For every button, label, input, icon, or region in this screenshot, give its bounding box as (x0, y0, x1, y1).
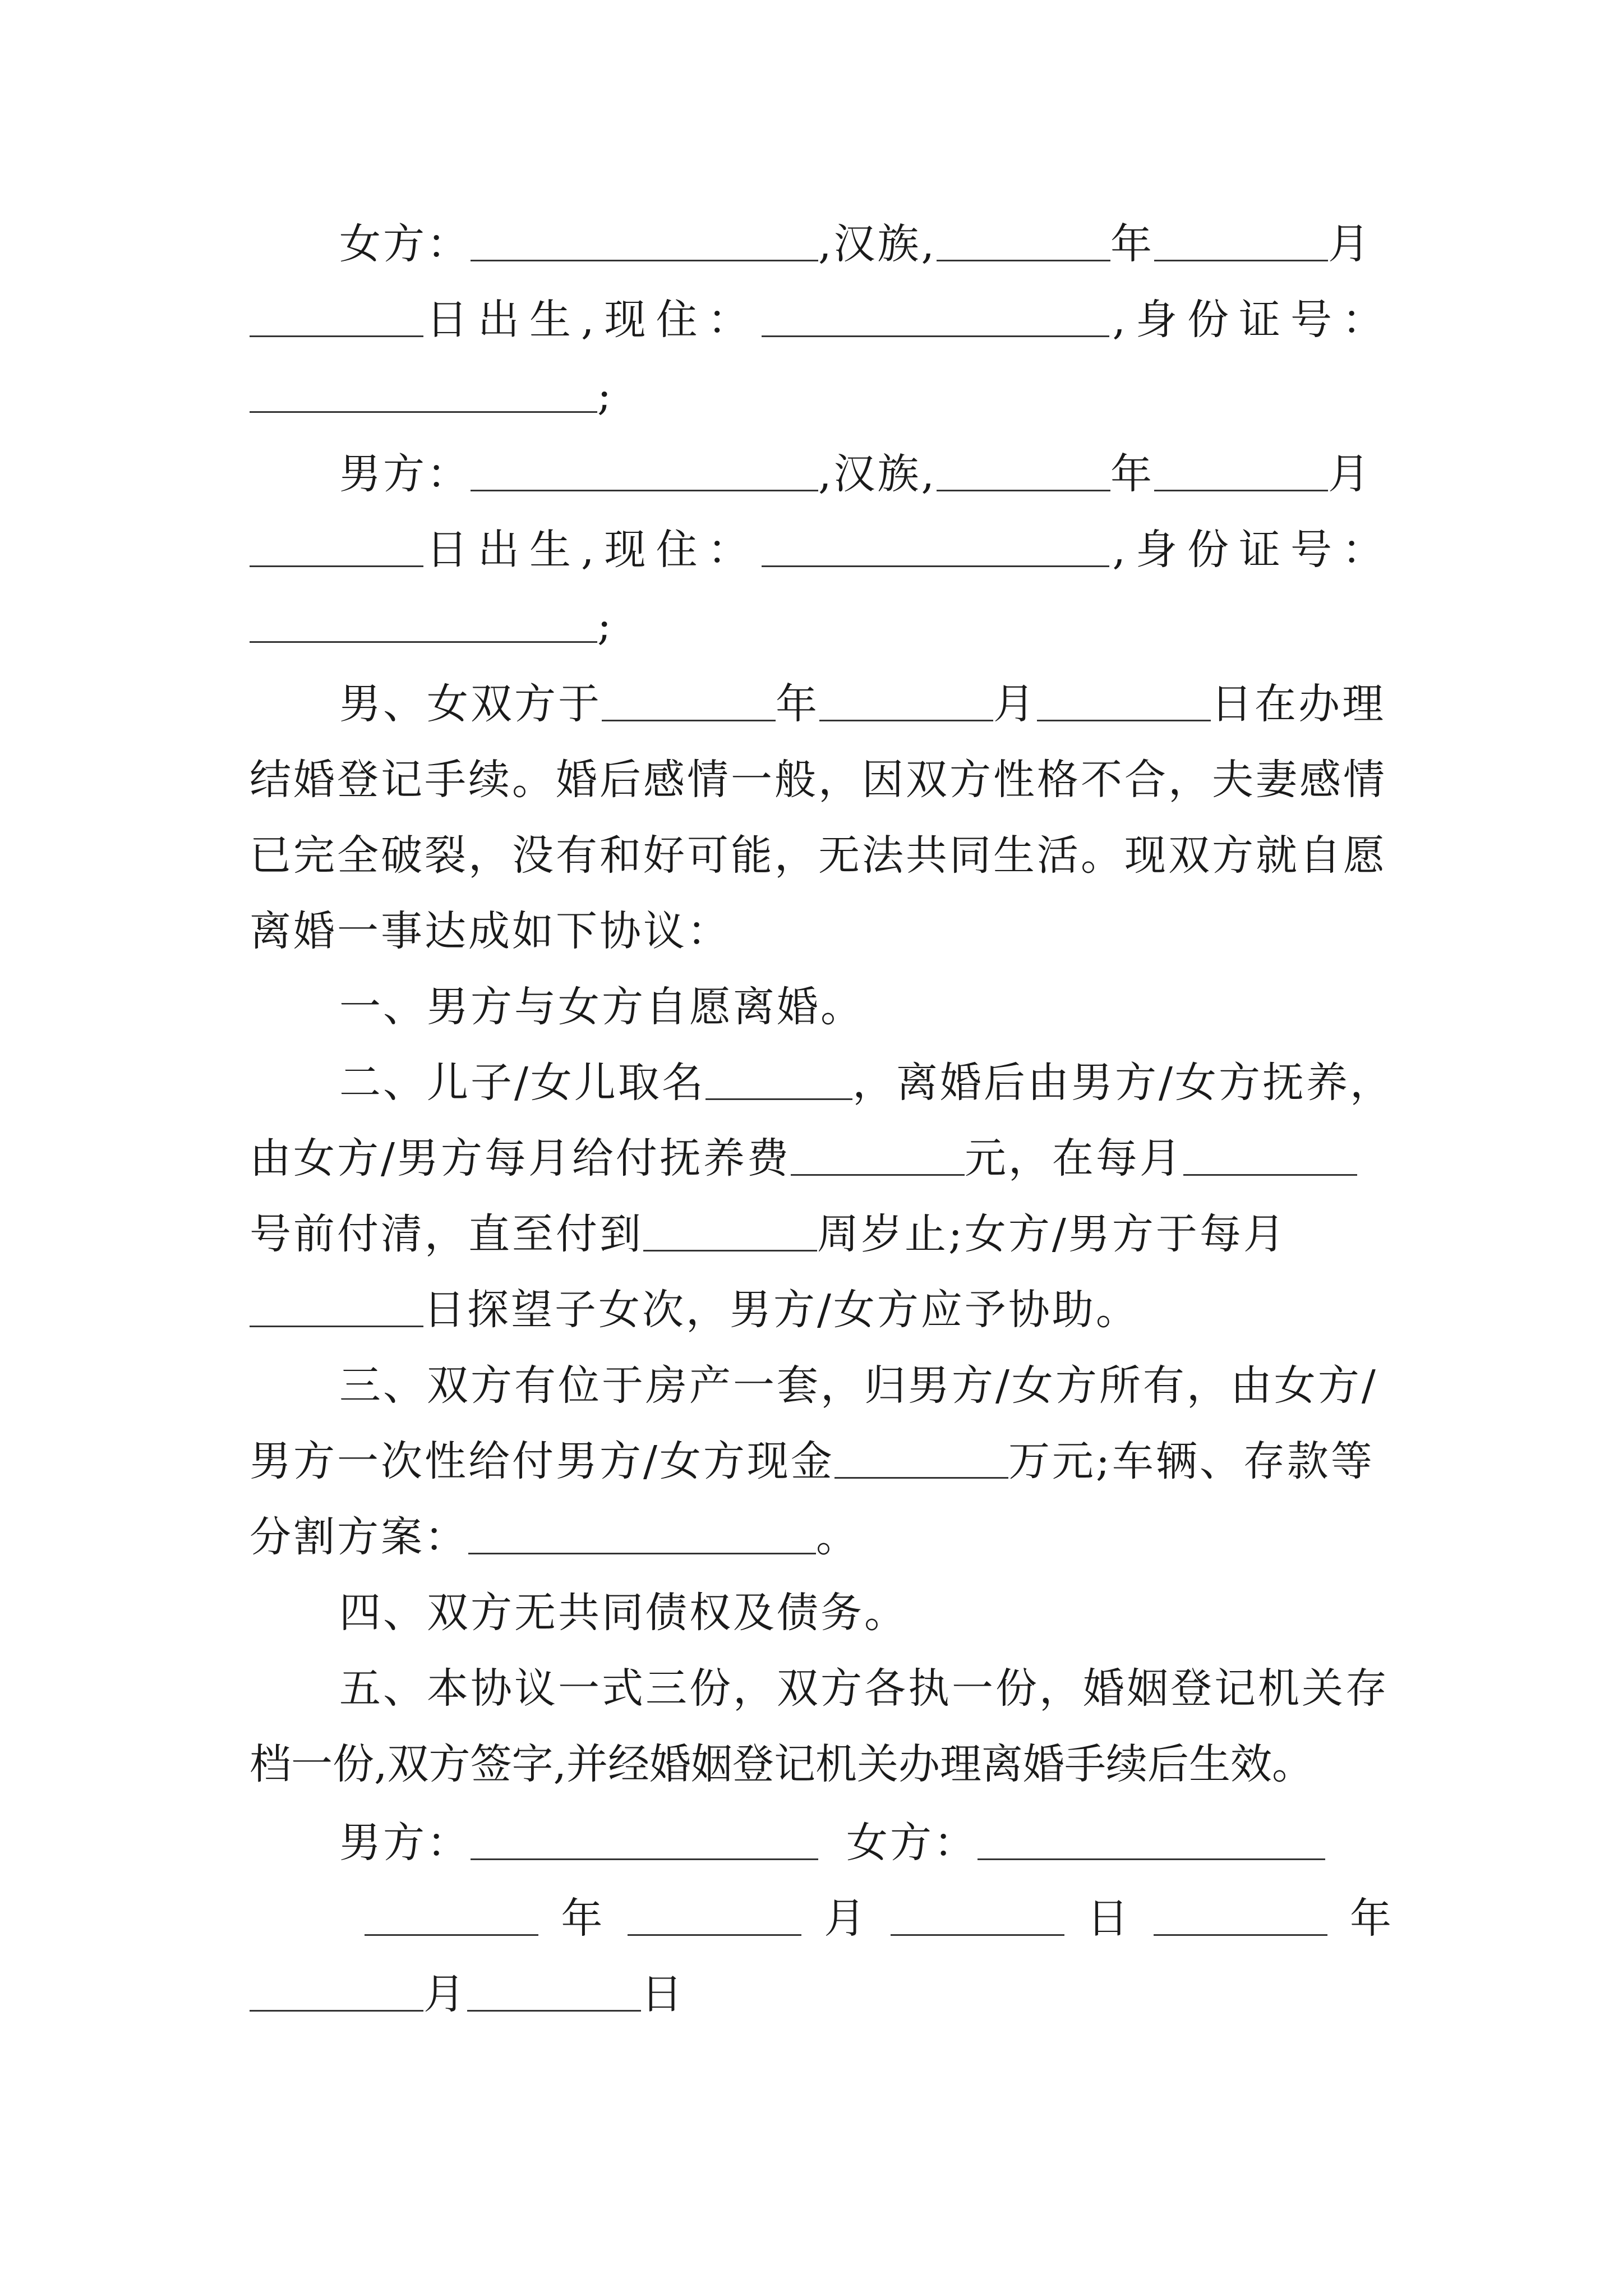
clause-5-line-1: 五、本协议一式三份，双方各执一份，婚姻登记机关存 (339, 1664, 1389, 1713)
intro-year: 年 (776, 680, 819, 728)
male-id-label: ,身份证号： (1112, 526, 1394, 574)
female-born-label: 日出生,现住： (426, 296, 759, 344)
clause-2-e: 号前付清，直至付到 (250, 1210, 643, 1258)
support-age-blank[interactable] (643, 1208, 817, 1251)
female-month-label: 月 (1328, 220, 1372, 268)
date-2-day: 日 (641, 1970, 685, 2018)
clause-2-a: 二、儿子/女儿取名 (339, 1059, 706, 1107)
marriage-year-blank[interactable] (602, 678, 776, 721)
intro-line-1 (250, 665, 1394, 743)
support-amount-blank[interactable] (791, 1133, 965, 1176)
male-sign-year-blank[interactable] (365, 1893, 538, 1936)
male-party-line-2 (250, 510, 1394, 589)
male-id-blank[interactable] (250, 600, 597, 643)
clause-3-line-1: 三、双方有位于房产一套，归男方/女方所有，由女方/ (339, 1361, 1378, 1410)
male-year-label: 年 (1110, 450, 1155, 498)
date-1-year: 年 (561, 1894, 605, 1943)
female-signature-blank[interactable] (978, 1817, 1325, 1860)
female-end: ; (597, 371, 614, 420)
male-month-label: 月 (1328, 450, 1372, 498)
clause-3-b: 男方一次性给付男方/女方现金 (250, 1437, 834, 1485)
male-birth-year-blank[interactable] (937, 448, 1110, 491)
clause-3-line-3 (250, 1498, 1394, 1576)
male-ethnicity: ,汉族, (818, 450, 937, 498)
clause-2-line-4 (250, 1271, 1394, 1349)
payment-day-blank[interactable] (1183, 1133, 1357, 1176)
cash-amount-blank[interactable] (834, 1435, 1008, 1479)
male-signature-blank[interactable] (471, 1817, 818, 1860)
female-party-line-3 (250, 356, 1394, 435)
female-address-blank[interactable] (762, 294, 1109, 337)
clause-2-d: 元，在每月 (964, 1134, 1183, 1182)
clause-2-line-2 (250, 1119, 1394, 1198)
male-birth-day-blank[interactable] (250, 524, 423, 567)
female-sign-month-blank[interactable] (250, 1968, 423, 2012)
clause-2-c: 由女方/男方每月给付抚养费 (250, 1134, 791, 1182)
male-end: ; (597, 601, 614, 650)
female-birth-day-blank[interactable] (250, 294, 423, 337)
female-id-label: ,身份证号： (1112, 296, 1394, 344)
signature-male-label: 男方： (339, 1819, 471, 1867)
male-sign-month-blank[interactable] (628, 1893, 801, 1936)
clause-3-c: 万元;车辆、存款等 (1008, 1437, 1375, 1485)
female-sign-day-blank[interactable] (467, 1968, 641, 2012)
female-ethnicity: ,汉族, (818, 220, 937, 268)
visit-day-blank[interactable] (250, 1284, 423, 1327)
female-party-line-1 (250, 205, 1394, 283)
male-born-label: 日出生,现住： (426, 526, 759, 574)
clause-2-b: ，离婚后由男方/女方抚养， (852, 1059, 1394, 1107)
male-birth-month-blank[interactable] (1154, 448, 1328, 491)
intro-text-a: 男、女双方于 (339, 680, 602, 728)
clause-4: 四、双方无共同债权及债务。 (339, 1589, 908, 1637)
clause-1: 一、男方与女方自愿离婚。 (339, 983, 864, 1031)
child-name-blank[interactable] (706, 1057, 852, 1100)
clause-3-d: 分割方案： (250, 1513, 468, 1561)
male-sign-day-blank[interactable] (891, 1893, 1064, 1936)
clause-2-line-3 (250, 1195, 1394, 1273)
intro-line-2: 结婚登记手续。婚后感情一般，因双方性格不合，夫妻感情 (250, 756, 1387, 804)
clause-3-line-2 (250, 1422, 1394, 1501)
female-birth-year-blank[interactable] (937, 218, 1110, 261)
female-birth-month-blank[interactable] (1154, 218, 1328, 261)
female-id-blank[interactable] (250, 370, 597, 413)
male-party-line-3 (250, 586, 1394, 665)
marriage-month-blank[interactable] (819, 678, 993, 721)
female-sign-year-blank[interactable] (1154, 1893, 1327, 1936)
clause-2-g: 日探望子女次，男方/女方应予协助。 (423, 1286, 1140, 1334)
intro-line-3: 已完全破裂，没有和好可能，无法共同生活。现双方就自愿 (250, 831, 1387, 880)
female-party-line-2 (250, 280, 1394, 359)
clause-5-line-2: 档一份,双方签字,并经婚姻登记机关办理离婚手续后生效。 (250, 1740, 1314, 1788)
date-1-day: 日 (1087, 1894, 1131, 1943)
male-party-line-1 (250, 435, 1394, 513)
date-line-1 (365, 1879, 1394, 1958)
clause-2-f: 周岁止;女方/男方于每月 (817, 1210, 1287, 1258)
intro-month: 月 (993, 680, 1037, 728)
female-year-label: 年 (1110, 220, 1155, 268)
date-1-month: 月 (824, 1894, 868, 1943)
clause-3-e: 。 (816, 1513, 860, 1561)
male-address-blank[interactable] (762, 524, 1109, 567)
division-plan-blank[interactable] (468, 1511, 816, 1554)
date-line-2 (250, 1955, 1394, 2033)
intro-text-b: 日在办理 (1211, 680, 1386, 728)
date-2-month: 月 (423, 1970, 467, 2018)
signature-female-label: 女方： (846, 1819, 978, 1867)
clause-2-line-1 (250, 1043, 1394, 1122)
female-label: 女方： (339, 220, 471, 268)
male-label: 男方： (339, 450, 471, 498)
intro-line-4: 离婚一事达成如下协议： (250, 907, 731, 955)
signature-line (250, 1803, 1394, 1882)
marriage-day-blank[interactable] (1037, 678, 1211, 721)
female-name-blank[interactable] (471, 218, 818, 261)
date-2-year: 年 (1349, 1894, 1394, 1943)
male-name-blank[interactable] (471, 448, 818, 491)
